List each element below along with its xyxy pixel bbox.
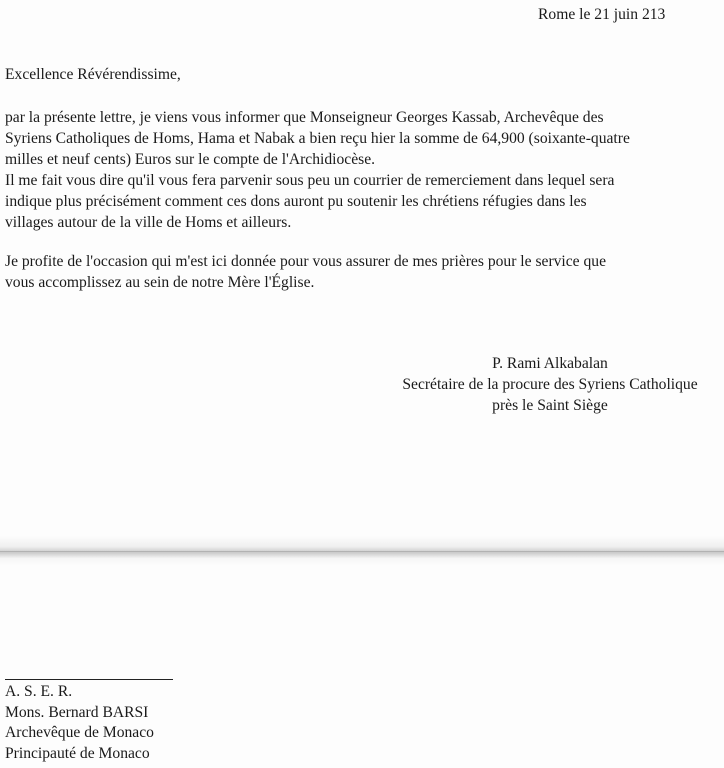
paragraph-line: par la présente lettre, je viens vous informer que Monseigneur Georges Kassab, Archevêque des [5, 109, 604, 126]
signatory-title: Secrétaire de la procure des Syriens Catholique [402, 376, 698, 393]
paragraph-line: vous accomplissez au sein de notre Mère l'Église. [5, 274, 315, 291]
recipient-divider [5, 679, 173, 680]
recipient-address [5, 682, 154, 764]
paper-fold-crease [0, 551, 724, 552]
letter-date: Rome le 21 juin 213 [538, 6, 666, 23]
paragraph-line: Il me fait vous dire qu'il vous fera parvenir sous peu un courrier de remerciement dans lequel sera [5, 172, 615, 189]
recipient-line: Archevêque de Monaco [5, 724, 154, 741]
recipient-line: Mons. Bernard BARSI [5, 703, 149, 721]
recipient-line: A. S. E. R. [5, 683, 73, 700]
signatory-name: P. Rami Alkabalan [492, 355, 608, 372]
recipient-line: Principauté de Monaco [5, 744, 150, 762]
salutation: Excellence Révérendissime, [5, 66, 181, 83]
paragraph-line: milles et neuf cents) Euros sur le compte de l'Archidiocèse. [5, 151, 376, 168]
paragraph-line: Syriens Catholiques de Homs, Hama et Nabak a bien reçu hier la somme de 64,900 (soixante-quatre [5, 130, 630, 147]
paragraph-line: Je profite de l'occasion qui m'est ici donnée pour vous assurer de mes prières pour le service que [5, 253, 607, 270]
paragraph-thanks [5, 170, 705, 233]
paragraph-line: villages autour de la ville de Homs et ailleurs. [5, 214, 292, 231]
paragraph-line: indique plus précisément comment ces dons auront pu soutenir les chrétiens réfugies dans les [5, 193, 587, 210]
paragraph-closing [5, 251, 705, 293]
paragraph-receipt [5, 107, 705, 170]
signature-block [370, 353, 724, 416]
signatory-location: près le Saint Siège [492, 397, 608, 414]
